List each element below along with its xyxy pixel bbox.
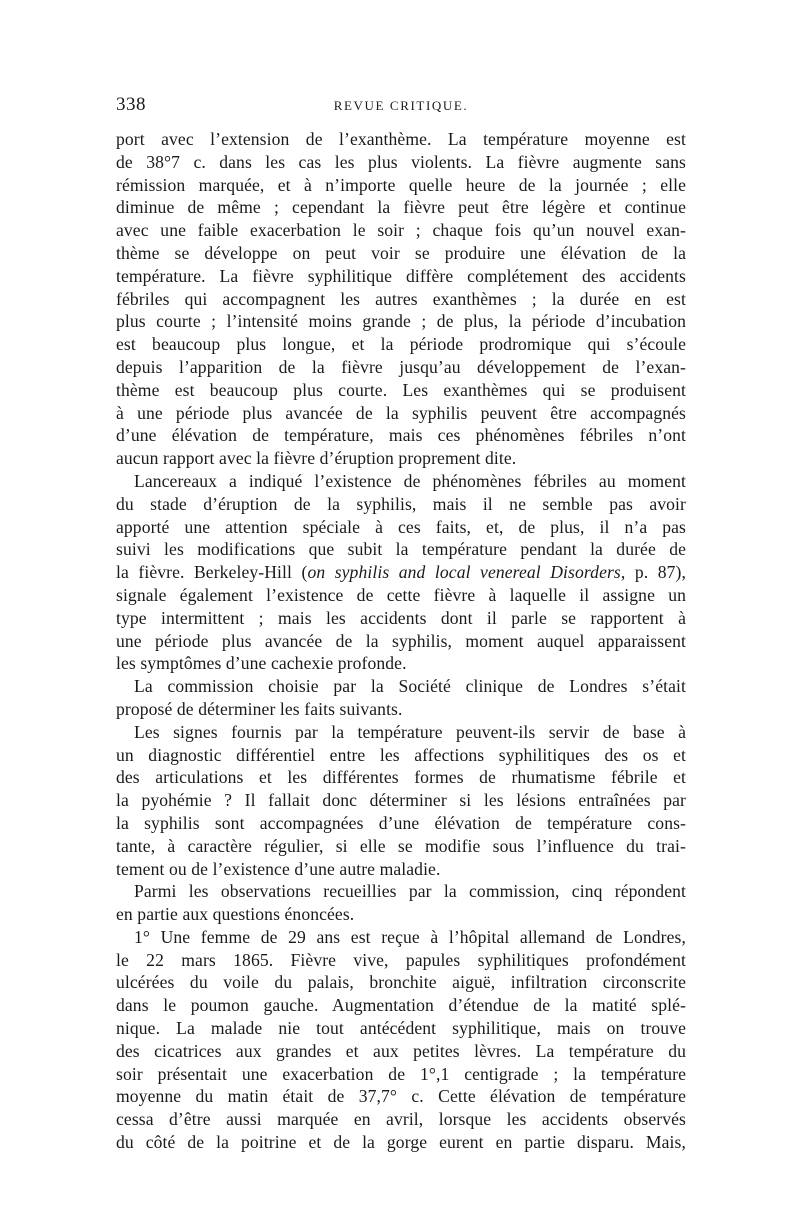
text-line: nique. La malade nie tout antécédent syphilitique, mais on trouve [116, 1018, 686, 1039]
text-line: un diagnostic différentiel entre les affections syphilitiques des os et [116, 744, 686, 765]
text-line: de 38°7 c. dans les cas les plus violents. La fièvre augmente sans [116, 151, 686, 172]
text-line: d’une élévation de température, mais ces phénomènes fébriles n’ont [116, 425, 686, 446]
text-line: à une période plus avancée de la syphilis peuvent être accompagnés [116, 402, 686, 423]
text-segment: la fièvre. Berkeley-Hill ( [116, 562, 308, 583]
text-line: la pyohémie ? Il fallait donc déterminer si les lésions entraînées par [116, 790, 686, 811]
text-line: suivi les modifications que subit la température pendant la durée de [116, 539, 686, 560]
text-line: du stade d’éruption de la syphilis, mais il ne semble pas avoir [116, 493, 686, 514]
text-line: moyenne du matin était de 37,7° c. Cette élévation de température [116, 1086, 686, 1107]
text-line: thème est beaucoup plus courte. Les exanthèmes qui se produisent [116, 379, 686, 400]
text-line: type intermittent ; mais les accidents dont il parle se rapportent à [116, 607, 686, 628]
text-line: est beaucoup plus longue, et la période prodromique qui s’écoule [116, 334, 686, 355]
text-line: aucun rapport avec la fièvre d’éruption proprement dite. [116, 448, 517, 469]
text-line: la syphilis sont accompagnées d’une élévation de température cons- [116, 812, 686, 833]
text-line: 1° Une femme de 29 ans est reçue à l’hôpital allemand de Londres, [134, 926, 686, 947]
text-line: dans le poumon gauche. Augmentation d’étendue de la matité splé- [116, 995, 686, 1016]
text-line: température. La fièvre syphilitique diffère complétement des accidents [116, 265, 686, 286]
page-number: 338 [116, 94, 146, 115]
text-line: fébriles qui accompagnent les autres exanthèmes ; la durée en est [116, 288, 686, 309]
text-line: plus courte ; l’intensité moins grande ; de plus, la période d’incubation [116, 311, 686, 332]
body-text [116, 128, 686, 1154]
text-line: le 22 mars 1865. Fièvre vive, papules syphilitiques profondément [116, 949, 686, 970]
text-line: des cicatrices aux grandes et aux petites lèvres. La température du [116, 1040, 686, 1061]
text-line: proposé de déterminer les faits suivants. [116, 698, 403, 719]
text-line: diminue de même ; cependant la fièvre peut être légère et continue [116, 197, 686, 218]
text-line: port avec l’extension de l’exanthème. La température moyenne est [116, 129, 686, 149]
text-segment: , p. 87), [620, 562, 686, 583]
text-line: en partie aux questions énoncées. [116, 904, 355, 925]
text-line: depuis l’apparition de la fièvre jusqu’au développement de l’exan- [116, 356, 686, 377]
text-line: La commission choisie par la Société clinique de Londres s’était [134, 676, 686, 697]
running-header [116, 94, 686, 118]
text-line: avec une faible exacerbation le soir ; chaque fois qu’un nouvel exan- [116, 220, 686, 241]
text-line: tante, à caractère régulier, si elle se modifie sous l’influence du trai- [116, 835, 686, 856]
running-title: REVUE CRITIQUE. [333, 98, 469, 113]
text-line: du côté de la poitrine et de la gorge eurent en partie disparu. Mais, [116, 1132, 686, 1153]
text-line: tement ou de l’existence d’une autre maladie. [116, 858, 441, 879]
text-line: ulcérées du voile du palais, bronchite aiguë, infiltration circonscrite [116, 972, 686, 993]
text-line: apporté une attention spéciale à ces faits, et, de plus, il n’a pas [116, 516, 686, 537]
text-line: rémission marquée, et à n’importe quelle heure de la journée ; elle [116, 174, 686, 195]
text-line: Parmi les observations recueillies par la commission, cinq répondent [134, 881, 686, 902]
text-line [116, 561, 686, 584]
text-line: signale également l’existence de cette fièvre à laquelle il assigne un [116, 584, 686, 605]
text-line: les symptômes d’une cachexie profonde. [116, 653, 407, 674]
text-line: cessa d’être aussi marquée en avril, lorsque les accidents observés [116, 1109, 686, 1130]
text-line: Lancereaux a indiqué l’existence de phénomènes fébriles au moment [134, 470, 686, 491]
text-line: des articulations et les différentes formes de rhumatisme fébrile et [116, 767, 686, 788]
text-line: thème se développe on peut voir se produire une élévation de la [116, 242, 686, 263]
text-line: une période plus avancée de la syphilis, moment auquel apparaissent [116, 630, 686, 651]
text-line: soir présentait une exacerbation de 1°,1 centigrade ; la température [116, 1063, 686, 1084]
italic-title: on syphilis and local venereal Disorders [307, 562, 621, 583]
text-line: Les signes fournis par la température peuvent-ils servir de base à [134, 721, 686, 742]
